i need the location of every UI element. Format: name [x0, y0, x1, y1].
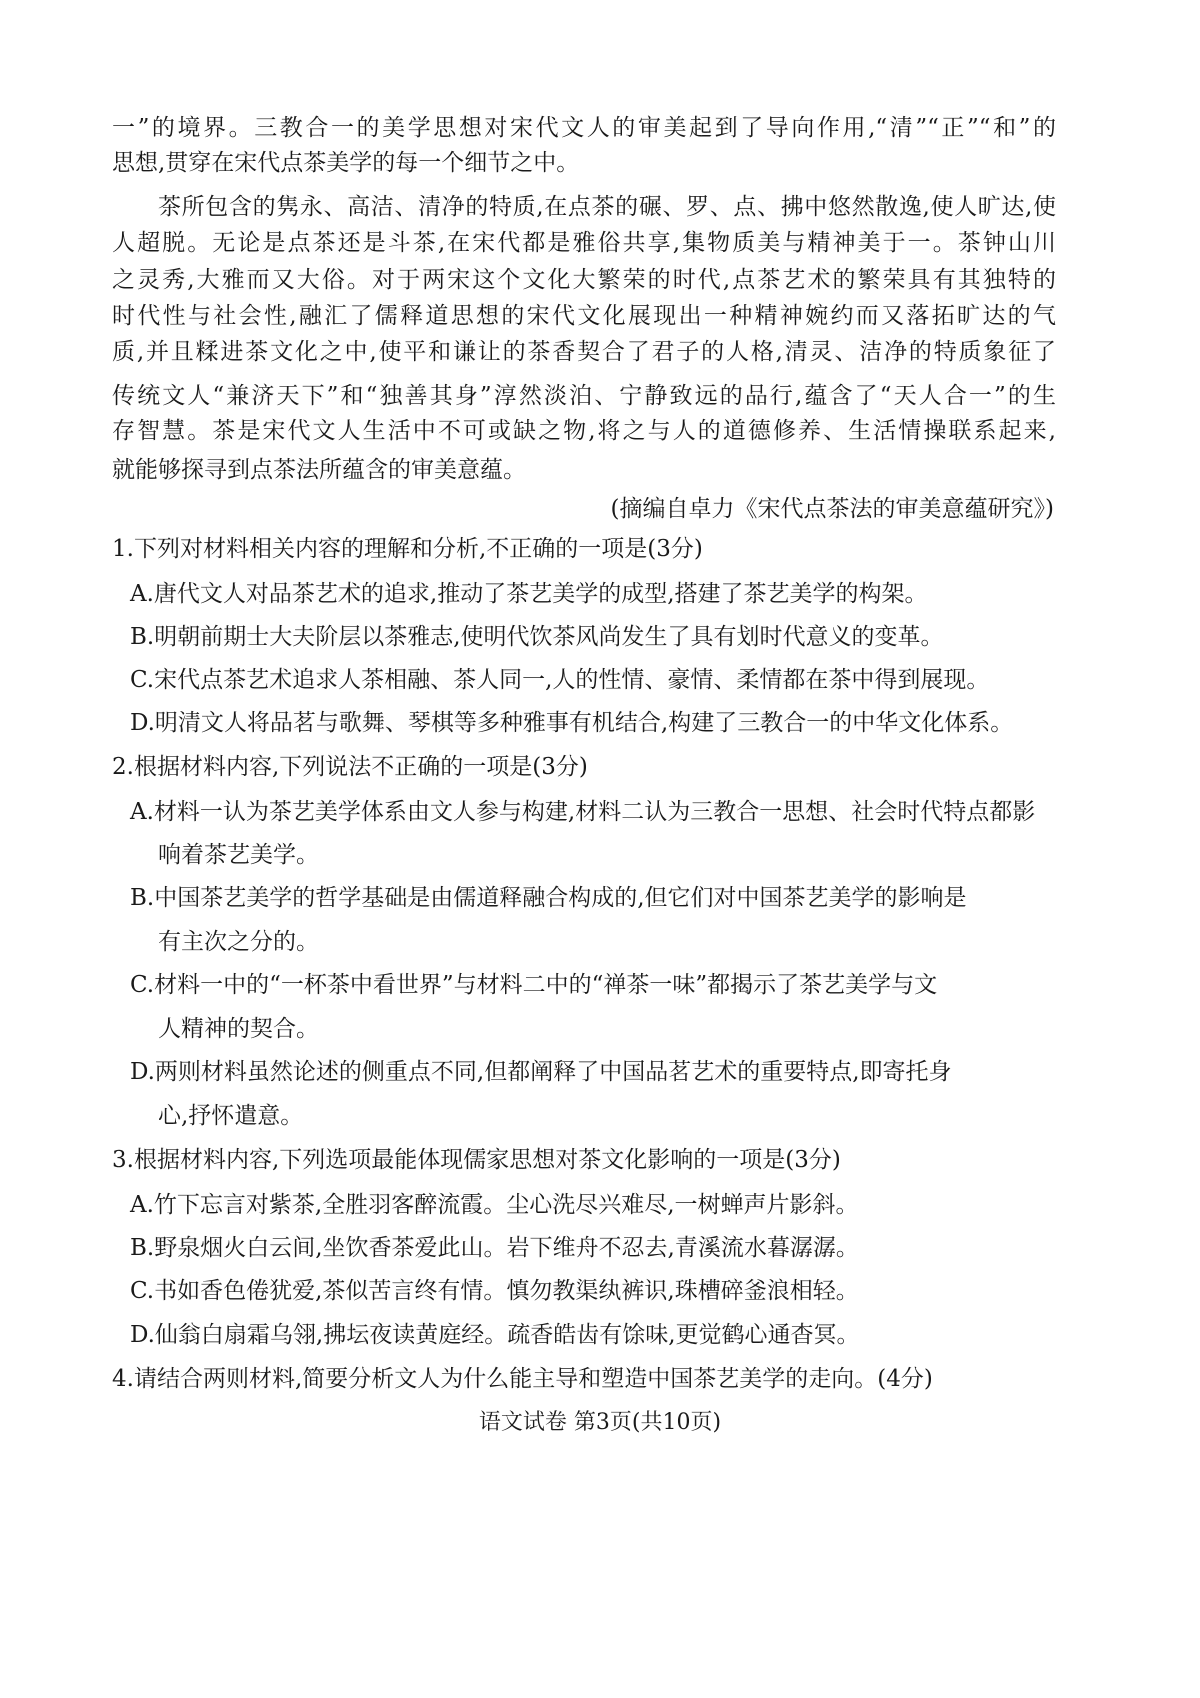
option-line: A.唐代文人对品茶艺术的追求,推动了茶艺美学的成型,搭建了茶艺美学的构架。 — [130, 581, 928, 607]
passage-line: 之灵秀,大雅而又大俗。对于两宋这个文化大繁荣的时代,点茶艺术的繁荣具有其独特的 — [112, 267, 1056, 293]
option-line: B.中国茶艺美学的哲学基础是由儒道释融合构成的,但它们对中国茶艺美学的影响是 — [130, 885, 967, 911]
option-line: 响着茶艺美学。 — [158, 842, 319, 868]
option-line: D.仙翁白扇霜乌翎,拂坛夜读黄庭经。疏香皓齿有馀味,更觉鹤心通杳冥。 — [130, 1322, 860, 1348]
passage-line: 时代性与社会性,融汇了儒释道思想的宋代文化展现出一种精神婉约而又落拓旷达的气 — [112, 303, 1056, 329]
passage-line: 就能够探寻到点茶法所蕴含的审美意蕴。 — [112, 457, 526, 483]
option-line: D.两则材料虽然论述的侧重点不同,但都阐释了中国品茗艺术的重要特点,即寄托身 — [130, 1059, 952, 1085]
option-line: C.书如香色倦犹爱,茶似苦言终有情。慎勿教渠纨裤识,珠槽碎釜浪相轻。 — [130, 1278, 859, 1304]
question-stem: 4.请结合两则材料,简要分析文人为什么能主导和塑造中国茶艺美学的走向。(4分) — [112, 1366, 933, 1392]
passage-line: 茶所包含的隽永、高洁、清净的特质,在点茶的碾、罗、点、拂中悠然散逸,使人旷达,使 — [158, 194, 1056, 220]
passage-line: 人超脱。无论是点茶还是斗茶,在宋代都是雅俗共享,集物质美与精神美于一。茶钟山川 — [112, 230, 1056, 256]
option-line: C.宋代点茶艺术追求人茶相融、茶人同一,人的性情、豪情、柔情都在茶中得到展现。 — [130, 667, 990, 693]
passage-line: 思想,贯穿在宋代点茶美学的每一个细节之中。 — [112, 150, 580, 176]
option-line: A.竹下忘言对紫茶,全胜羽客醉流霞。尘心洗尽兴难尽,一树蝉声片影斜。 — [130, 1192, 859, 1218]
passage-line: 存智慧。茶是宋代文人生活中不可或缺之物,将之与人的道德修养、生活情操联系起来, — [112, 418, 1056, 444]
passage-line: 质,并且糅进茶文化之中,使平和谦让的茶香契合了君子的人格,清灵、洁净的特质象征了 — [112, 339, 1056, 365]
passage-line: 传统文人“兼济天下”和“独善其身”淳然淡泊、宁静致远的品行,蕴含了“天人合一”的生 — [112, 383, 1056, 409]
option-line: D.明清文人将品茗与歌舞、琴棋等多种雅事有机结合,构建了三教合一的中华文化体系。 — [130, 710, 1014, 736]
passage-line: 一”的境界。三教合一的美学思想对宋代文人的审美起到了导向作用,“清”“正”“和”的 — [112, 115, 1056, 141]
page-footer: 语文试卷 第3页(共10页) — [478, 1410, 722, 1435]
option-line: 心,抒怀遣意。 — [158, 1103, 304, 1129]
option-line: 人精神的契合。 — [158, 1016, 319, 1042]
question-stem: 2.根据材料内容,下列说法不正确的一项是(3分) — [112, 754, 588, 780]
option-line: B.野泉烟火白云间,坐饮香茶爱此山。岩下维舟不忍去,青溪流水暮潺潺。 — [130, 1235, 859, 1261]
option-line: C.材料一中的“一杯茶中看世界”与材料二中的“禅茶一味”都揭示了茶艺美学与文 — [130, 972, 938, 998]
option-line: 有主次之分的。 — [158, 929, 319, 955]
source-citation: (摘编自卓力《宋代点茶法的审美意蕴研究》) — [610, 496, 1054, 522]
option-line: B.明朝前期士大夫阶层以茶雅志,使明代饮茶风尚发生了具有划时代意义的变革。 — [130, 624, 944, 650]
question-stem: 3.根据材料内容,下列选项最能体现儒家思想对茶文化影响的一项是(3分) — [112, 1147, 841, 1173]
option-line: A.材料一认为茶艺美学体系由文人参与构建,材料二认为三教合一思想、社会时代特点都影 — [130, 799, 1036, 825]
question-stem: 1.下列对材料相关内容的理解和分析,不正确的一项是(3分) — [112, 536, 703, 562]
